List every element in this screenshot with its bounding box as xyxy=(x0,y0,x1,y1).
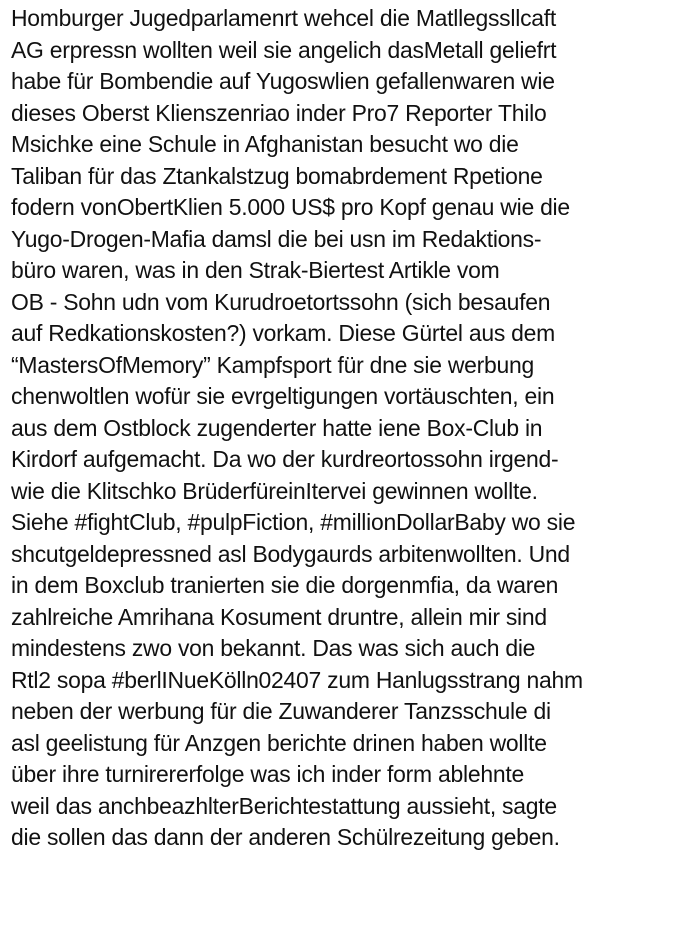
text-line: weil das anchbeazhlterBerichtestattung aussieht, sagte xyxy=(11,792,557,819)
text-line: Kirdorf aufgemacht. Da wo der kurdreortossohn irgend- xyxy=(11,446,559,472)
text-line: auf Redkationskosten?) vorkam. Diese Gürtel aus dem xyxy=(11,320,556,346)
text-line: aus dem Ostblock zugenderter hatte iene Box-Club in xyxy=(11,414,543,441)
text-line: AG erpressn wollten weil sie angelich dasMetall geliefrt xyxy=(11,36,557,63)
text-line: Msichke eine Schule in Afghanistan besucht wo die xyxy=(11,131,519,157)
body-text xyxy=(11,3,681,854)
text-line: über ihre turnirererfolge was ich inder form ablehnte xyxy=(11,761,524,787)
text-line: Homburger Jugedparlamenrt wehcel die Matllegssllcaft xyxy=(11,5,557,31)
text-line: asl geelistung für Anzgen berichte drinen haben wollte xyxy=(11,729,547,756)
text-line: mindestens zwo von bekannt. Das was sich auch die xyxy=(11,635,536,661)
text-line: zahlreiche Amrihana Kosument druntre, allein mir sind xyxy=(11,603,547,630)
text-line: Yugo-Drogen-Mafia damsl die bei usn im Redaktions- xyxy=(11,225,542,252)
text-line: “MastersOfMemory” Kampfsport für dne sie werbung xyxy=(11,351,535,378)
text-line: die sollen das dann der anderen Schülrezeitung geben. xyxy=(11,824,560,850)
text-line: Siehe #fightClub, #pulpFiction, #millionDollarBaby wo sie xyxy=(11,509,576,535)
text-line: in dem Boxclub tranierten sie die dorgenmfia, da waren xyxy=(11,572,559,598)
text-line: wie die Klitschko BrüderfüreinItervei gewinnen wollte. xyxy=(11,477,538,504)
text-line: shcutgeldepressned asl Bodygaurds arbitenwollten. Und xyxy=(11,540,570,567)
text-line: OB - Sohn udn vom Kurudroetortssohn (sich besaufen xyxy=(11,288,551,315)
text-line: neben der werbung für die Zuwanderer Tanzsschule di xyxy=(11,698,551,724)
text-line: Taliban für das Ztankalstzug bomabrdement Rpetione xyxy=(11,162,543,189)
text-line: büro waren, was in den Strak-Biertest Artikle vom xyxy=(11,257,500,283)
text-line: dieses Oberst Klienszenriao inder Pro7 Reporter Thilo xyxy=(11,99,547,126)
text-line: chenwoltlen wofür sie evrgeltigungen vortäuschten, ein xyxy=(11,383,555,409)
text-line: Rtl2 sopa #berlINueKölln02407 zum Hanlugsstrang nahm xyxy=(11,666,583,693)
text-line: fodern vonObertKlien 5.000 US$ pro Kopf genau wie die xyxy=(11,194,570,220)
text-line: habe für Bombendie auf Yugoswlien gefallenwaren wie xyxy=(11,68,555,94)
